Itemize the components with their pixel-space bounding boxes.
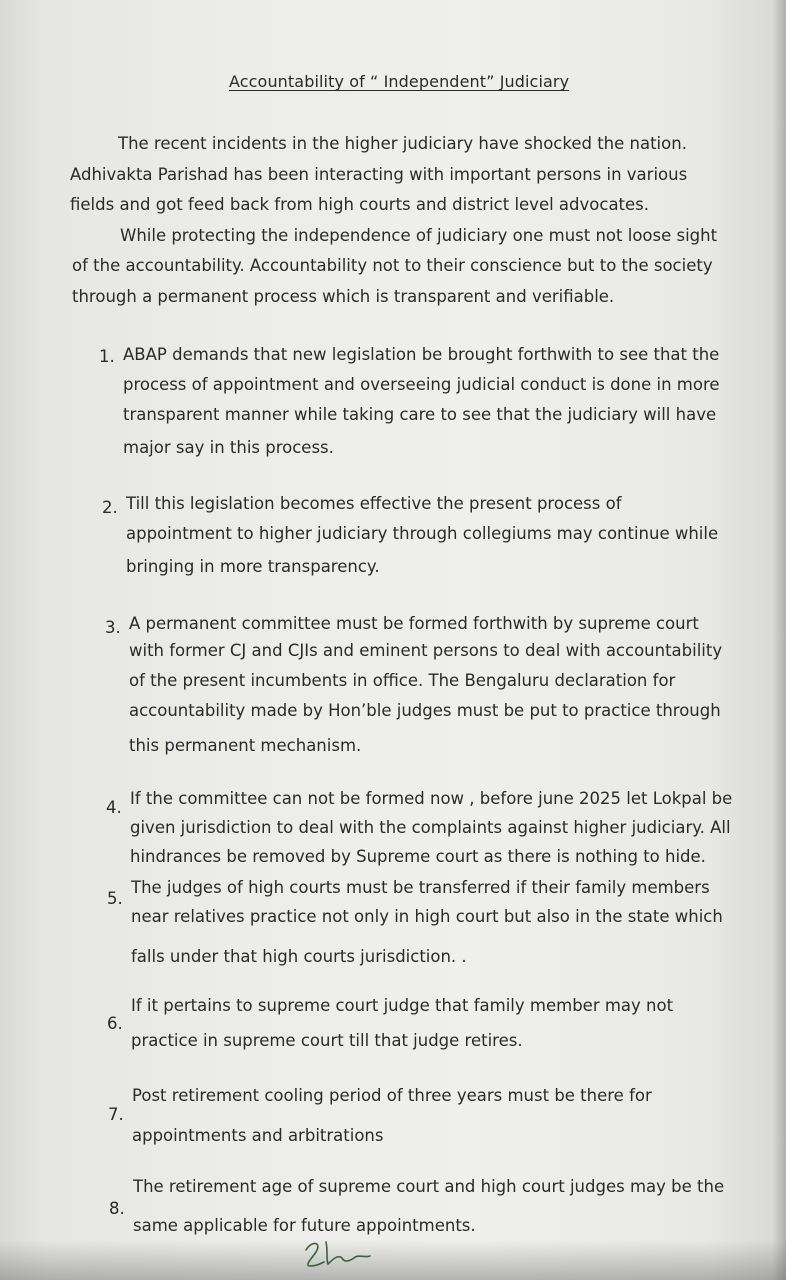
list-item-line: this permanent mechanism. [129,736,362,755]
list-item-line: with former CJ and CJIs and eminent persons to deal with accountability [129,641,723,660]
intro-line: Adhivakta Parishad has been interacting with important persons in various [70,165,688,184]
list-item-line: ABAP demands that new legislation be brought forthwith to see that the [123,345,720,364]
list-item-number: 2. [102,498,118,517]
list-item-number: 8. [109,1199,125,1218]
list-item-line: The retirement age of supreme court and high court judges may be the [133,1177,725,1196]
list-item-line: major say in this process. [123,438,334,457]
list-item-line: Till this legislation becomes effective the present process of [126,494,622,513]
intro-line: fields and got feed back from high courts and district level advocates. [70,195,650,214]
list-item-line: given jurisdiction to deal with the complaints against higher judiciary. All [130,818,731,837]
list-item-line: bringing in more transparency. [126,557,380,576]
list-item-line: transparent manner while taking care to see that the judiciary will have [123,405,717,424]
list-item-line: appointments and arbitrations [132,1126,384,1145]
list-item-line: Post retirement cooling period of three years must be there for [132,1086,652,1105]
document-title: Accountability of “ Independent” Judiciary [229,72,570,91]
intro-line: through a permanent process which is transparent and verifiable. [72,287,615,306]
list-item-number: 4. [106,798,122,817]
list-item-number: 5. [107,889,123,908]
list-item-line: accountability made by Hon’ble judges must be put to practice through [129,701,721,720]
list-item-line: of the present incumbents in office. The Bengaluru declaration for [129,671,676,690]
list-item-number: 3. [105,618,121,637]
list-item-line: appointment to higher judiciary through collegiums may continue while [126,524,719,543]
list-item-line: same applicable for future appointments. [133,1216,476,1235]
list-item-number: 6. [107,1014,123,1033]
list-item-line: hindrances be removed by Supreme court as there is nothing to hide. [130,847,706,866]
list-item-line: practice in supreme court till that judge retires. [131,1031,523,1050]
intro-line: While protecting the independence of judiciary one must not loose sight [120,226,718,245]
intro-line: of the accountability. Accountability not to their conscience but to the society [72,256,713,275]
list-item-line: falls under that high courts jurisdiction. . [131,947,467,966]
intro-line: The recent incidents in the higher judiciary have shocked the nation. [118,134,687,153]
page-edge-shadow [772,0,786,1280]
list-item-line: process of appointment and overseeing judicial conduct is done in more [123,375,720,394]
list-item-line: If it pertains to supreme court judge that family member may not [131,996,674,1015]
list-item-line: The judges of high courts must be transferred if their family members [131,878,710,897]
list-item-number: 1. [99,347,115,366]
list-item-line: near relatives practice not only in high court but also in the state which [131,907,723,926]
page-bottom-shadow [0,1240,786,1280]
list-item-number: 7. [108,1105,124,1124]
list-item-line: If the committee can not be formed now , before june 2025 let Lokpal be [130,789,733,808]
list-item-line: A permanent committee must be formed forthwith by supreme court [129,614,699,633]
